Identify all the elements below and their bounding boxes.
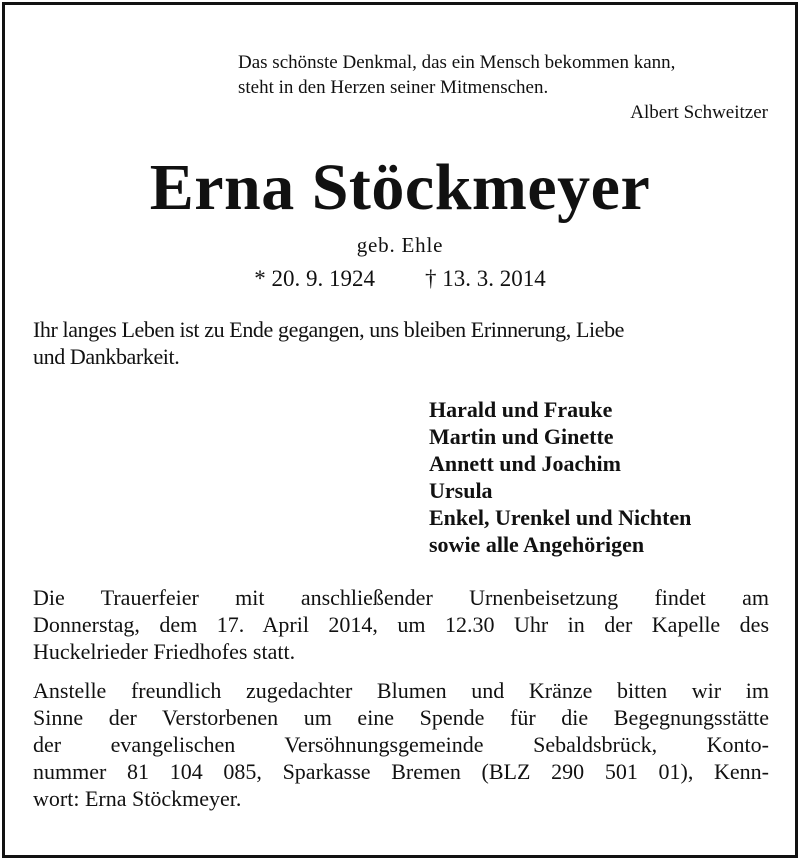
donation-line: Sinne der Verstorbenen um eine Spende für die Begegnungsstätte bbox=[33, 705, 769, 730]
quote-author: Albert Schweitzer bbox=[630, 102, 768, 123]
quote-block bbox=[238, 50, 770, 125]
deceased-name: Erna Stöckmeyer bbox=[149, 151, 651, 224]
mourner-item: Annett und Joachim bbox=[429, 451, 621, 476]
life-dates bbox=[0, 264, 800, 294]
intro-line: Ihr langes Leben ist zu Ende gegangen, uns bleiben Erinnerung, Liebe bbox=[33, 317, 625, 342]
birth-date: * 20. 9. 1924 bbox=[254, 266, 375, 291]
quote-line: Das schönste Denkmal, das ein Mensch bekommen kann, bbox=[238, 52, 676, 73]
funeral-line: Donnerstag, dem 17. April 2014, um 12.30 Uhr in der Kapelle des bbox=[33, 612, 769, 637]
quote-line: steht in den Herzen seiner Mitmenschen. bbox=[238, 77, 549, 98]
mourners-list bbox=[429, 396, 789, 558]
donation-notice bbox=[33, 677, 769, 812]
donation-line: wort: Erna Stöckmeyer. bbox=[33, 786, 242, 811]
mourner-item: sowie alle Angehörigen bbox=[429, 532, 645, 557]
intro-line: und Dankbarkeit. bbox=[33, 344, 180, 369]
mourner-item: Harald und Frauke bbox=[429, 397, 613, 422]
maiden-name: geb. Ehle bbox=[356, 233, 444, 257]
funeral-line: Huckelrieder Friedhofes statt. bbox=[33, 639, 296, 664]
funeral-notice bbox=[33, 584, 769, 665]
mourner-item: Enkel, Urenkel und Nichten bbox=[429, 505, 692, 530]
intro-text bbox=[33, 316, 773, 370]
death-date: † 13. 3. 2014 bbox=[425, 266, 546, 291]
mourner-item: Ursula bbox=[429, 478, 493, 503]
donation-line: nummer 81 104 085, Sparkasse Bremen (BLZ 290 501 01), Kenn- bbox=[33, 759, 769, 784]
mourner-item: Martin und Ginette bbox=[429, 424, 614, 449]
funeral-line: Die Trauerfeier mit anschließender Urnenbeisetzung findet am bbox=[33, 585, 769, 610]
donation-line: der evangelischen Versöhnungsgemeinde Sebaldsbrück, Konto- bbox=[33, 732, 769, 757]
donation-line: Anstelle freundlich zugedachter Blumen und Kränze bitten wir im bbox=[33, 678, 769, 703]
